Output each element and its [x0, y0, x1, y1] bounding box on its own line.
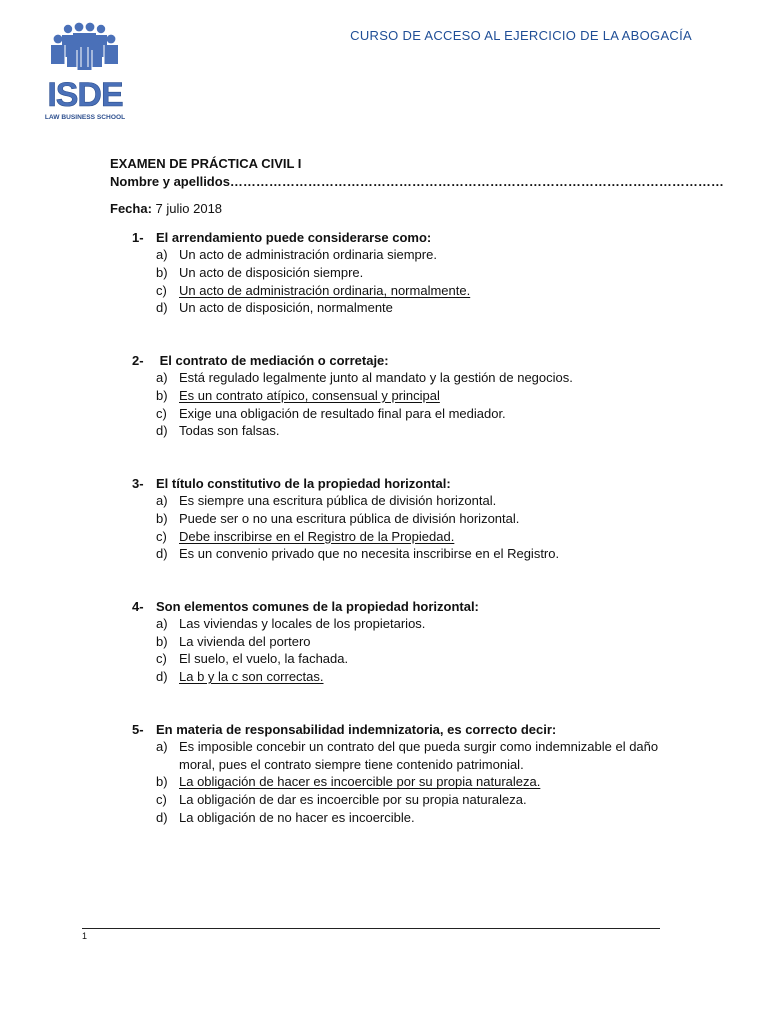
answer-option: [110, 791, 670, 809]
option-text: La obligación de hacer es incoercible por su propia naturaleza.: [179, 774, 541, 790]
question-number: 5-: [132, 721, 144, 737]
option-letter: b): [156, 633, 168, 649]
option-letter: c): [156, 792, 167, 808]
question-heading: [110, 475, 670, 493]
option-letter: b): [156, 510, 168, 526]
option-letter: c): [156, 282, 167, 298]
option-letter: d): [156, 300, 168, 316]
option-text: La obligación de no hacer es incoercible.: [179, 809, 415, 825]
option-text: El suelo, el vuelo, la fachada.: [179, 651, 349, 667]
option-letter: d): [156, 546, 168, 562]
answer-options: [110, 738, 670, 826]
question-heading: [110, 352, 670, 370]
option-letter: b): [156, 774, 168, 790]
option-letter: d): [156, 423, 168, 439]
answer-option: [110, 369, 670, 387]
people-icon: [51, 23, 118, 70]
isde-logo-graphic: [38, 22, 138, 124]
name-field-line: Nombre y apellidos……………………………………………………………………………………………………: [110, 173, 724, 189]
option-text: Las viviendas y locales de los propietarios.: [179, 616, 426, 632]
question-item: [110, 475, 670, 563]
page-number: 1: [82, 931, 88, 941]
option-letter: b): [156, 387, 168, 403]
question-text: El contrato de mediación o corretaje:: [156, 352, 389, 368]
answer-options: [110, 492, 670, 562]
option-text: Exige una obligación de resultado final para el mediador.: [179, 405, 506, 421]
logo-subtitle: LAW BUSINESS SCHOOL: [44, 114, 126, 121]
option-text: Es imposible concebir un contrato del que pueda surgir como indemnizable el daño moral, pues el contrato siempre tiene contenido patrimonial.: [179, 739, 659, 772]
option-text: Debe inscribirse en el Registro de la Propiedad.: [179, 528, 455, 544]
option-letter: c): [156, 405, 167, 421]
option-text: Un acto de administración ordinaria siempre.: [179, 247, 437, 263]
option-letter: a): [156, 739, 168, 755]
option-text: Un acto de administración ordinaria, normalmente.: [179, 282, 471, 298]
answer-option: [110, 422, 670, 440]
option-letter: d): [156, 669, 168, 685]
option-letter: a): [156, 247, 168, 263]
question-number: 1-: [132, 229, 144, 245]
date-value: 7 julio 2018: [155, 201, 223, 217]
question-heading: [110, 721, 670, 739]
exam-title: EXAMEN DE PRÁCTICA CIVIL I: [110, 156, 302, 171]
option-letter: c): [156, 528, 167, 544]
answer-option: [110, 405, 670, 423]
question-item: [110, 229, 670, 317]
question-heading: [110, 229, 670, 247]
answer-option: [110, 545, 670, 563]
option-text: Es un contrato atípico, consensual y principal: [179, 387, 440, 403]
logo-wordmark: ISDE: [47, 76, 123, 114]
option-text: Es un convenio privado que no necesita inscribirse en el Registro.: [179, 546, 560, 562]
question-item: [110, 598, 670, 686]
option-text: Un acto de disposición, normalmente: [179, 300, 393, 316]
option-text: Un acto de disposición siempre.: [179, 264, 364, 280]
question-item: [110, 721, 670, 827]
option-text: La b y la c son correctas.: [179, 669, 324, 685]
option-text: La vivienda del portero: [179, 633, 311, 649]
answer-options: [110, 615, 670, 685]
answer-options: [110, 369, 670, 439]
question-text: El título constitutivo de la propiedad horizontal:: [156, 475, 451, 491]
answer-option-correct: [110, 387, 670, 405]
answer-option: [110, 650, 670, 668]
answer-option: [110, 615, 670, 633]
question-number: 2-: [132, 352, 144, 368]
exam-content: [110, 155, 724, 826]
answer-option: [110, 809, 670, 827]
option-letter: b): [156, 264, 168, 280]
course-title: CURSO DE ACCESO AL EJERCICIO DE LA ABOGACÍA: [350, 28, 692, 43]
option-letter: c): [156, 651, 167, 667]
question-text: El arrendamiento puede considerarse como:: [156, 229, 432, 245]
date-label: Fecha:: [110, 201, 152, 217]
answer-option: [110, 299, 670, 317]
option-text: Todas son falsas.: [179, 423, 280, 439]
answer-option-correct: [110, 668, 670, 686]
question-item: [110, 352, 670, 440]
option-text: La obligación de dar es incoercible por su propia naturaleza.: [179, 792, 527, 808]
question-list: [110, 229, 670, 826]
answer-option-correct: [110, 528, 670, 546]
exam-date: [110, 200, 670, 218]
answer-option: [110, 246, 670, 264]
question-heading: [110, 598, 670, 616]
answer-option: [110, 492, 670, 510]
question-number: 3-: [132, 475, 144, 491]
option-letter: a): [156, 616, 168, 632]
option-text: Es siempre una escritura pública de división horizontal.: [179, 493, 497, 509]
question-text: Son elementos comunes de la propiedad horizontal:: [156, 598, 479, 614]
answer-option-correct: [110, 773, 670, 791]
question-number: 4-: [132, 598, 144, 614]
option-text: Está regulado legalmente junto al mandato y la gestión de negocios.: [179, 370, 573, 386]
answer-option: [110, 264, 670, 282]
answer-option-correct: [110, 282, 670, 300]
option-letter: d): [156, 809, 168, 825]
answer-option: [110, 738, 670, 773]
option-letter: a): [156, 493, 168, 509]
option-text: Puede ser o no una escritura pública de división horizontal.: [179, 510, 520, 526]
answer-option: [110, 510, 670, 528]
question-text: En materia de responsabilidad indemnizatoria, es correcto decir:: [156, 721, 557, 737]
answer-options: [110, 246, 670, 316]
footnote-separator: [82, 928, 660, 929]
answer-option: [110, 633, 670, 651]
option-letter: a): [156, 370, 168, 386]
isde-logo: [38, 22, 138, 124]
